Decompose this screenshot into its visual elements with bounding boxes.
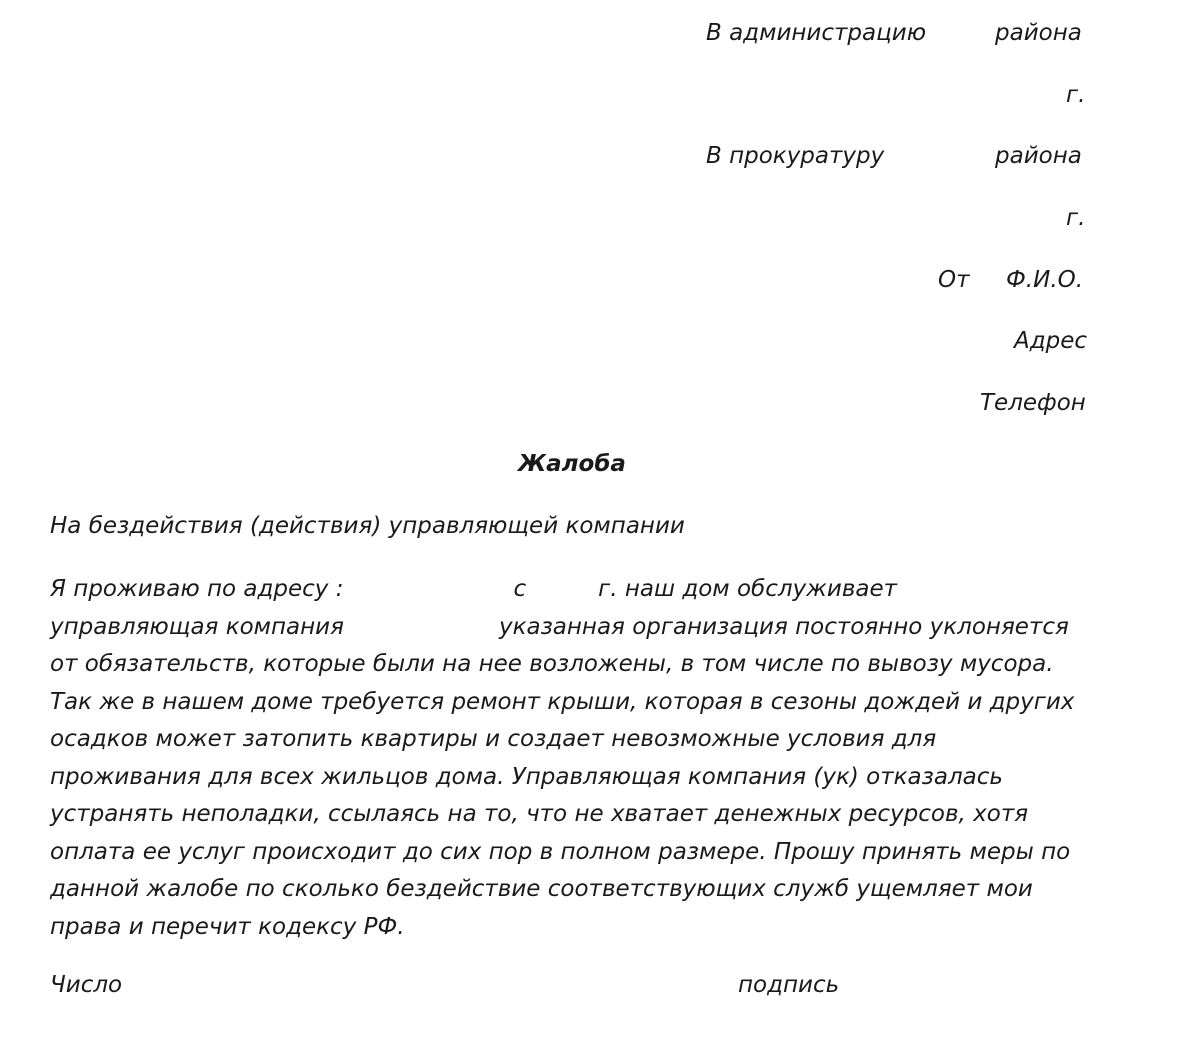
body-line2-a: управляющая компания — [50, 613, 344, 640]
body-line: права и перечит кодексу РФ. — [50, 913, 405, 940]
signature-label: подпись — [738, 972, 840, 998]
body-line: от обязательств, которые были на нее возложены, в том числе по вывозу мусора. — [50, 651, 1054, 677]
body-line1-c: г. наш дом обслуживает — [598, 576, 898, 602]
document-title: Жалоба — [518, 451, 626, 477]
complaint-body — [50, 571, 1110, 946]
administration-label: В администрацию — [706, 20, 927, 46]
body-line — [50, 609, 1110, 647]
body-line: проживания для всех жильцов дома. Управляющая компания (ук) отказалась — [50, 763, 1003, 790]
prosecutor-region: района — [995, 143, 1082, 169]
administration-city: г. — [1066, 82, 1086, 108]
body-line: данной жалобе по сколько бездействие соответствующих служб ущемляет мои — [50, 876, 1033, 902]
prosecutor-label: В прокуратуру — [706, 143, 885, 169]
body-line1-b: с — [513, 576, 527, 602]
body-line: оплата ее услуг происходит до сих пор в полном размере. Прошу принять меры по — [50, 838, 1071, 865]
body-line: осадков может затопить квартиры и создает невозможные условия для — [50, 726, 937, 752]
body-line — [50, 571, 1110, 609]
body-line: устранять неполадки, ссылаясь на то, что не хватает денежных ресурсов, хотя — [50, 801, 1029, 827]
administration-region: района — [995, 20, 1082, 46]
document-subject: На бездействия (действия) управляющей компании — [50, 513, 685, 539]
from-label: От — [938, 267, 970, 293]
prosecutor-city: г. — [1066, 205, 1086, 231]
body-line1-a: Я проживаю по адресу : — [50, 576, 344, 602]
body-line2-b: указанная организация постоянно уклоняется — [498, 613, 1069, 640]
from-name: Ф.И.О. — [1006, 267, 1084, 293]
address-label: Адрес — [1014, 328, 1088, 354]
date-label: Число — [50, 972, 123, 998]
phone-label: Телефон — [980, 390, 1086, 416]
body-line: Так же в нашем доме требуется ремонт крыши, которая в сезоны дождей и других — [50, 688, 1075, 715]
